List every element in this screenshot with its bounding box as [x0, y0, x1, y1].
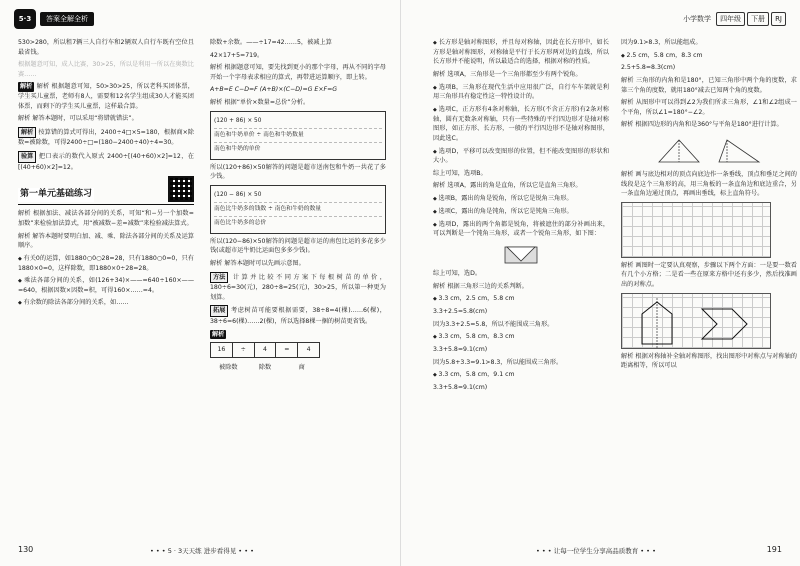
list-item: ◆ 选项B，三角形在现代生活中应用很广泛，自行车车架就是利用三角形具有稳定性这一特性设计的。 [433, 83, 609, 102]
paragraph-text: 计算并比较不同方案下每根树苗的单价，180÷6=30(元)，280÷8=25(元)，30>25，所以第一种更为划算。 [210, 273, 386, 301]
right-column-1 [433, 38, 609, 508]
page-number-right: 191 [766, 544, 782, 554]
box-row [214, 217, 382, 230]
table-cell: 4 [306, 346, 311, 354]
list-item: ◆ 乘法各部分间的关系，如(126+34)×——=640÷160×——=640，根据因数×因数=积，可得160×……=4。 [18, 276, 194, 295]
symmetry-shapes [622, 294, 772, 350]
paragraph: 530>280，所以租7辆三人自行车和2辆双人自行车既有空位且最省钱。 [18, 39, 194, 56]
footer-slogan-right: • • • 让每一位学生分享高品质教育 • • • [536, 546, 656, 555]
paragraph: 因为5.8+3.3=9.1>8.3，所以能围成三角形。 [433, 358, 563, 366]
box-row [214, 143, 382, 156]
tip-label: 解析 [18, 127, 36, 139]
box-text: 南色和牛奶单价 ÷ 南色和牛奶数量 [214, 131, 304, 138]
paragraph: 解析 解答本题时可以先画示意图。 [210, 260, 305, 267]
paragraph: 解析 选项A，三角形是一个三角形都至少有两个锐角。 [433, 70, 582, 78]
triangle-height-figure [649, 134, 769, 166]
paragraph: 除数+余数。——÷17=42……5，被减上算 [210, 39, 332, 46]
box-row [214, 129, 382, 143]
paragraph [18, 127, 194, 148]
box-row [214, 189, 382, 203]
table-label: 商 [298, 363, 305, 371]
list-item: ◆ 选项B，露出的角是锐角，所以它是锐角三角形。 [433, 194, 609, 204]
paragraph [210, 305, 386, 326]
paragraph: 解析 根据“单价×数量=总价”分析。 [210, 99, 310, 107]
triangle-figure [501, 243, 541, 265]
formula: A+B=E C−D=F (A+B)×(C−D)=G E×F=G [210, 86, 338, 94]
box-row [214, 203, 382, 217]
right-column-2 [621, 38, 797, 508]
paragraph-text: 考虑树苗可能要根据需要，38÷8=4(棵)……6(棵)，38÷6=6(棵)……2(棵)，所以选择8棵一捆的树苗更省钱。 [210, 307, 386, 326]
answer-label: 解析 [20, 83, 33, 91]
list-item: ◆ 选项D，露出的两个角都是锐角，将被遮住的部分补画出来，可以判断是一个钝角三角形，或者一个锐角三角形，如下图： [433, 220, 609, 239]
grid-figure-2 [621, 293, 771, 349]
paragraph [18, 82, 194, 111]
page-number-left: 130 [18, 544, 34, 554]
paragraph: 2.5+5.8=8.3(cm) [621, 64, 676, 72]
paragraph: 3.3+5.8=9.1(cm) [433, 345, 488, 353]
paragraph: 解析 画与底边相对的顶点向底边作一条垂线，顶点和垂足之间的线段是这个三角形的高，用三角板的一条直角边和底边重合，另一条直角边通过顶点，再画出垂线，标上直角符号。 [621, 171, 797, 198]
box-text: (120 + 86) × 50 [214, 117, 262, 124]
paragraph: 解析 解答本题时要明白加、减、乘、除法各部分间的关系及运算顺序。 [18, 232, 194, 250]
paragraph: 3.3+2.5=5.8(cm) [433, 307, 488, 315]
paragraph: 根据题意可知，成人比赛，30>25，所以是利用一所以在奥数比赛…… [18, 61, 194, 78]
box-text: 南色比牛奶多的总价 [214, 219, 267, 226]
section-heading [18, 176, 194, 205]
paragraph: 解析 解答本题时，可以采用“将错就错法”。 [18, 115, 138, 123]
paragraph: 解析 画图时一定要认真观察，步骤以下两个方面：一是要一数看有几个小方格；二是看一些在原来方格中还有多少，然后找准画出的对称点。 [621, 261, 797, 289]
paragraph: 解析 根据加法、减法各部分间的关系，可知“和−另一个加数=加数”来检验加法算式，用“被减数−差=减数”来检验减法算式。 [18, 210, 194, 227]
left-column-1 [18, 38, 194, 508]
division-table-labels [210, 361, 320, 375]
list-item: ◆ 3.3 cm，5.8 cm，8.3 cm [433, 332, 609, 342]
list-item: ◆ 3.3 cm，2.5 cm，5.8 cm [433, 294, 609, 304]
list-item: ◆ 有关0的运算，如1880○0○28=28，只有1880○0=0，只有1880×0=0，这样除数，即1880×0÷28=28。 [18, 254, 194, 273]
division-table [210, 342, 320, 358]
left-column-2 [210, 38, 386, 508]
list-item: ◆ 选项C，露出的角是钝角，所以它是钝角三角形。 [433, 207, 609, 217]
paragraph: 解析 从图形中可以得到∠2为我们所求三角形，∠1和∠2组成一个平角，所以∠1=180°−∠2。 [621, 99, 797, 116]
box-row [214, 115, 382, 129]
paragraph: 综上可知，选D。 [433, 269, 482, 277]
paragraph: 解析 根据三角形三边的关系判断。 [433, 282, 528, 290]
analysis-box-2 [210, 185, 386, 234]
paragraph: 所以(120+86)×50解答的问题是超市送南包和牛奶一共花了多少钱。 [210, 163, 386, 181]
brand-title: 答案全解全析 [40, 12, 94, 27]
box-text: (120 − 86) × 50 [214, 191, 262, 198]
paragraph: 3.3+5.8=9.1(cm) [433, 383, 488, 391]
list-item: ◆ 长方形是轴对称图形，并且每对称轴，因此在长方形中，如长方形是轴对称图形，对称轴是平行于长方形两对边的直线，所以长方形并不能说明，所以最适合的选择，根据对称的性质。 [433, 38, 609, 67]
grid-figure-1 [621, 202, 771, 258]
term-tag: 下册 [747, 12, 769, 27]
list-item: ◆ 3.3 cm，5.8 cm，9.1 cm [433, 370, 609, 380]
box-text: 南色比牛奶多的钱数 ÷ 南色和牛奶的数量 [214, 205, 322, 212]
paragraph: 42×17+5=719。 [210, 51, 264, 59]
paragraph: 解析 根据题意可知，要先找到更小的那个字母，再从不同的字母开始一个字母表求相应的算式，再带进运算顺序，即上转。 [210, 64, 386, 81]
box-text: 南色和牛奶的单价 [214, 145, 261, 152]
section-title: 第一单元基础练习 [18, 188, 94, 202]
qr-code-icon[interactable] [168, 176, 194, 202]
left-header [14, 6, 94, 32]
list-item: ◆ 选项D，平移可以改变图形的位置，但不能改变图形的形状和大小。 [433, 147, 609, 166]
paragraph: 解析 选项A，露出的角是直角，所以它是直角三角形。 [433, 182, 582, 190]
paragraph [210, 272, 386, 303]
paragraph: 解析 三角形的内角和是180°，已知三角形中两个角的度数，求第三个角的度数，就用180°减去已知两个角的度数。 [621, 76, 797, 94]
paragraph: 解析 根据四边形的内角和是360°与平角是180°进行计算。 [621, 121, 783, 129]
right-page [400, 0, 800, 566]
tip-label: 拓展 [210, 305, 228, 317]
list-item: ◆ 有余数的除法各部分间的关系，如…… [18, 298, 194, 308]
list-item: ◆ 2.5 cm，5.8 cm，8.3 cm [621, 51, 797, 61]
paragraph-text: 把口表示的数代入原式 2400÷[(40+60)×2]=12，在[(40+60)×2]=12。 [18, 153, 194, 171]
table-label: 被除数 [219, 363, 238, 371]
paragraph: 因为9.1>8.3，所以能组成。 [621, 39, 702, 46]
paragraph: 解析 根据对称轴补全轴对称图形，找出图形中对称点与对称轴的距离相等，所以可以 [621, 352, 797, 370]
table-cell: 4 [255, 343, 277, 357]
table-cell: ÷ [233, 343, 255, 357]
grade-tag: 四年级 [716, 12, 745, 27]
footer-slogan-left: • • • 5 · 3天天练 进步看得见 • • • [150, 546, 254, 555]
answer-label: 解析 [212, 330, 225, 338]
right-header [680, 6, 786, 32]
table-label: 除数 [258, 363, 272, 371]
edition-tag: RJ [771, 12, 786, 27]
paragraph: 所以(120−86)×50解答的问题是超市运的南包比运的多花多少钱(或超市运牛奶比运面包多多少钱)。 [210, 237, 386, 255]
table-cell: 16 [211, 343, 233, 357]
paragraph [18, 151, 194, 172]
subject-label: 小学数学 [683, 14, 712, 23]
analysis-box-1 [210, 111, 386, 160]
paragraph: 因为3.3+2.5=5.8，所以不能围成三角形。 [433, 320, 554, 328]
paragraph-text: 按算错的算式可得出，2400÷4□×5=180，根据商×除数=被除数，可得2400÷□=(180−2400÷40)÷4=30。 [18, 128, 194, 147]
tip-label: 方法 [210, 272, 228, 284]
paragraph-text: 解析 根据题意可知，50>30>25，所以老科买团体票，学生买儿童票，老师有8人，需要和12名学生组成30人才能买团体票，而剩下的学生买儿童票，这样最合算。 [18, 83, 194, 110]
paragraph [210, 330, 386, 340]
paragraph: 综上可知，选项B。 [433, 169, 487, 177]
list-item: ◆ 选项C，正方形有4条对称轴，长方形(不含正方形)有2条对称轴，圆有无数条对称轴，只有一些特殊的平行四边形才是轴对称图形，如正方形、长方形，一般的平行四边形不是轴对称图形，因此选C。 [433, 105, 609, 144]
brand-logo-icon: 5·3 [14, 9, 36, 29]
table-cell: = [276, 343, 298, 357]
tip-label: 验算 [18, 151, 36, 163]
